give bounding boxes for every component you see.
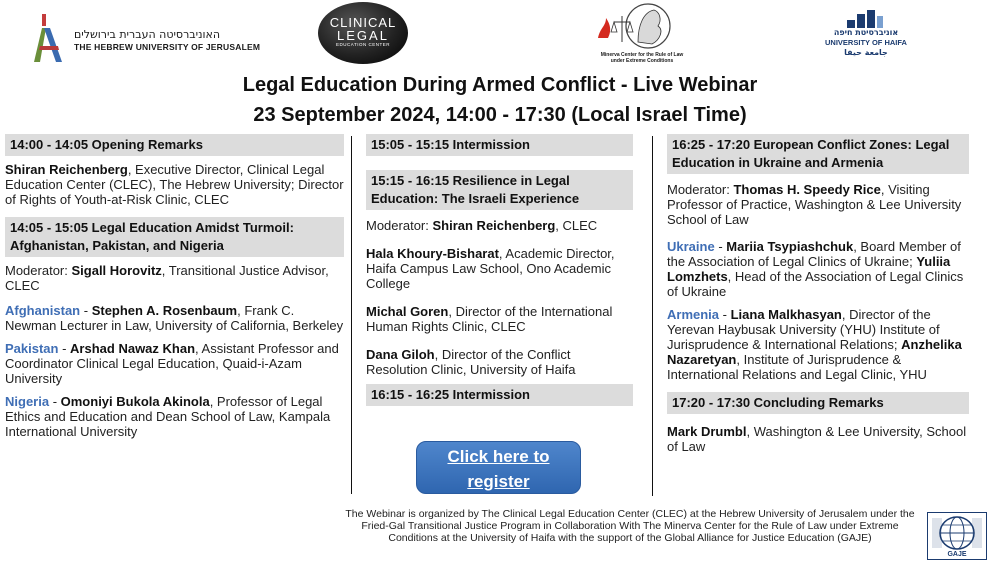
- moderator-entry: [667, 182, 969, 227]
- register-button-line1: Click here to: [447, 447, 550, 466]
- speaker-name: Arshad Nawaz Khan: [70, 341, 196, 356]
- speaker-entry: [5, 394, 344, 439]
- country-label: Ukraine: [667, 239, 715, 254]
- speaker-name: Mariia Tsypiashchuk: [726, 239, 854, 254]
- haifa-name-english: UNIVERSITY OF HAIFA: [825, 38, 907, 47]
- clec-logo-line2: LEGAL: [337, 28, 389, 43]
- speaker-desc: , Professor of Legal Ethics and Education and Dean School of Law, Kampala International University: [5, 394, 331, 439]
- gaje-logo: [927, 512, 987, 560]
- country-label: Armenia: [667, 307, 720, 322]
- speaker-desc: , Board Member of the Association of Legal Clinics of Ukraine;: [667, 239, 961, 269]
- huji-name-hebrew: האוניברסיטה העברית בירושלים: [74, 28, 221, 41]
- moderator-entry: [366, 218, 633, 233]
- haifa-logo: [815, 2, 917, 68]
- separator: -: [719, 307, 731, 322]
- session-header-resilience: 15:15 - 16:15 Resilience in Legal Education: The Israeli Experience: [366, 170, 633, 210]
- speaker-name: Shiran Reichenberg: [5, 162, 128, 177]
- speaker-desc: , Executive Director, Clinical Legal Education Center (CLEC), The Hebrew University; Director of Rights of Youth-at-Risk Clinic, CLEC: [5, 162, 344, 207]
- speaker-desc: , Director of the Yerevan Haybusak University (YHU) Institute of Jurisprudence & International Relations;: [667, 307, 940, 352]
- speaker-desc: , Academic Director, Haifa Campus Law School, Ono Academic College: [366, 246, 615, 291]
- clec-logo-line1: CLINICAL: [329, 15, 397, 30]
- speaker-name: Dana Giloh: [366, 347, 435, 362]
- speaker-desc: , Assistant Professor and Coordinator Clinical Legal Education, Quaid-i-Azam University: [5, 341, 339, 386]
- speaker-name: Stephen A. Rosenbaum: [91, 303, 238, 318]
- session-header-concluding: 17:20 - 17:30 Concluding Remarks: [667, 392, 969, 414]
- column-divider: [351, 136, 352, 494]
- clec-logo: [318, 2, 408, 68]
- huji-name-english: THE HEBREW UNIVERSITY OF JERUSALEM: [74, 42, 261, 52]
- speaker-desc: , Director of the Conflict Resolution Clinic, University of Haifa: [366, 347, 576, 377]
- column-divider: [652, 136, 653, 496]
- speaker-entry: [366, 246, 633, 291]
- session-header-opening: 14:00 - 14:05 Opening Remarks: [5, 134, 344, 156]
- speaker-entry: [667, 307, 969, 382]
- moderator-desc: , Visiting Professor of Practice, Washington & Lee University School of Law: [667, 182, 962, 227]
- separator: -: [80, 303, 92, 318]
- schedule-column-1: [5, 134, 344, 439]
- separator: -: [49, 394, 61, 409]
- speaker-entry: [5, 303, 344, 333]
- minerva-emblem-icon: [594, 2, 690, 54]
- schedule-column-3: [667, 134, 969, 454]
- speaker-desc: , Head of the Association of Legal Clinics of Ukraine: [667, 269, 964, 299]
- speaker-entry: [5, 341, 344, 386]
- speaker-entry: [366, 347, 633, 377]
- haifa-emblem-icon: [845, 10, 885, 28]
- speaker-entry: [5, 162, 344, 207]
- haifa-name-arabic: جامعة حيفا: [844, 48, 888, 57]
- speaker-entry: [667, 424, 969, 454]
- speaker-entry: [366, 304, 633, 334]
- moderator-desc: , Transitional Justice Advisor, CLEC: [5, 263, 329, 293]
- speaker-desc: , Institute of Jurisprudence & International Relations and Legal Clinic, YHU: [667, 352, 927, 382]
- register-button-line2: register: [467, 472, 530, 491]
- moderator-label: Moderator:: [366, 218, 433, 233]
- huji-logo: [28, 2, 261, 68]
- speaker-name: Liana Malkhasyan: [730, 307, 842, 322]
- session-header-intermission-1: 15:05 - 15:15 Intermission: [366, 134, 633, 156]
- speaker-desc: , Frank C. Newman Lecturer in Law, University of California, Berkeley: [5, 303, 344, 333]
- speaker-desc: , Director of the International Human Rights Clinic, CLEC: [366, 304, 613, 334]
- minerva-logo: [594, 2, 690, 68]
- gaje-label: GAJE: [947, 551, 967, 558]
- page-subtitle-date: 23 September 2024, 14:00 - 17:30 (Local Israel Time): [253, 104, 747, 126]
- separator: -: [58, 341, 71, 356]
- minerva-logo-line1: Minerva Center for the Rule of Law: [600, 52, 684, 58]
- session-header-intermission-2: 16:15 - 16:25 Intermission: [366, 384, 633, 406]
- haifa-name-hebrew: אוניברסיטת חיפה: [833, 28, 899, 37]
- organizer-footer: The Webinar is organized by The Clinical Legal Education Center (CLEC) at the Hebrew University of Jerusalem under the Fried-Gal Transitional Justice Program in Collaboration With The Minerva Center for the Rule of Law under Extreme Conditions at the University of Haifa with the support of the Global Alliance for Justice Education (GAJE): [345, 508, 915, 544]
- speaker-entry: [667, 239, 969, 299]
- country-label: Afghanistan: [5, 303, 81, 318]
- moderator-label: Moderator:: [5, 263, 72, 278]
- country-label: Pakistan: [5, 341, 59, 356]
- separator: -: [714, 239, 727, 254]
- moderator-desc: , CLEC: [555, 218, 598, 233]
- page-title: Legal Education During Armed Conflict - Live Webinar: [242, 74, 758, 96]
- schedule-column-2: [366, 134, 633, 406]
- minerva-logo-line2: under Extreme Conditions: [610, 58, 674, 64]
- huji-emblem-icon: [28, 10, 68, 64]
- moderator-name: Sigall Horovitz: [71, 263, 162, 278]
- speaker-name: Omoniyi Bukola Akinola: [60, 394, 210, 409]
- moderator-entry: [5, 263, 344, 293]
- register-button[interactable]: [416, 441, 581, 494]
- speaker-name: Mark Drumbl: [667, 424, 747, 439]
- speaker-name: Anzhelika Nazaretyan: [667, 337, 962, 367]
- speaker-name: Hala Khoury-Bisharat: [366, 246, 499, 261]
- moderator-name: Shiran Reichenberg: [432, 218, 556, 233]
- session-header-european: 16:25 - 17:20 European Conflict Zones: Legal Education in Ukraine and Armenia: [667, 134, 969, 174]
- country-label: Nigeria: [5, 394, 50, 409]
- globe-icon: [928, 514, 986, 552]
- session-header-turmoil: 14:05 - 15:05 Legal Education Amidst Turmoil: Afghanistan, Pakistan, and Nigeria: [5, 217, 344, 257]
- speaker-name: Michal Goren: [366, 304, 449, 319]
- clec-logo-line3: EDUCATION CENTER: [336, 42, 390, 47]
- speaker-name: Yuliia Lomzhets: [667, 254, 951, 284]
- speaker-desc: , Washington & Lee University, School of Law: [667, 424, 967, 454]
- moderator-label: Moderator:: [667, 182, 734, 197]
- moderator-name: Thomas H. Speedy Rice: [733, 182, 881, 197]
